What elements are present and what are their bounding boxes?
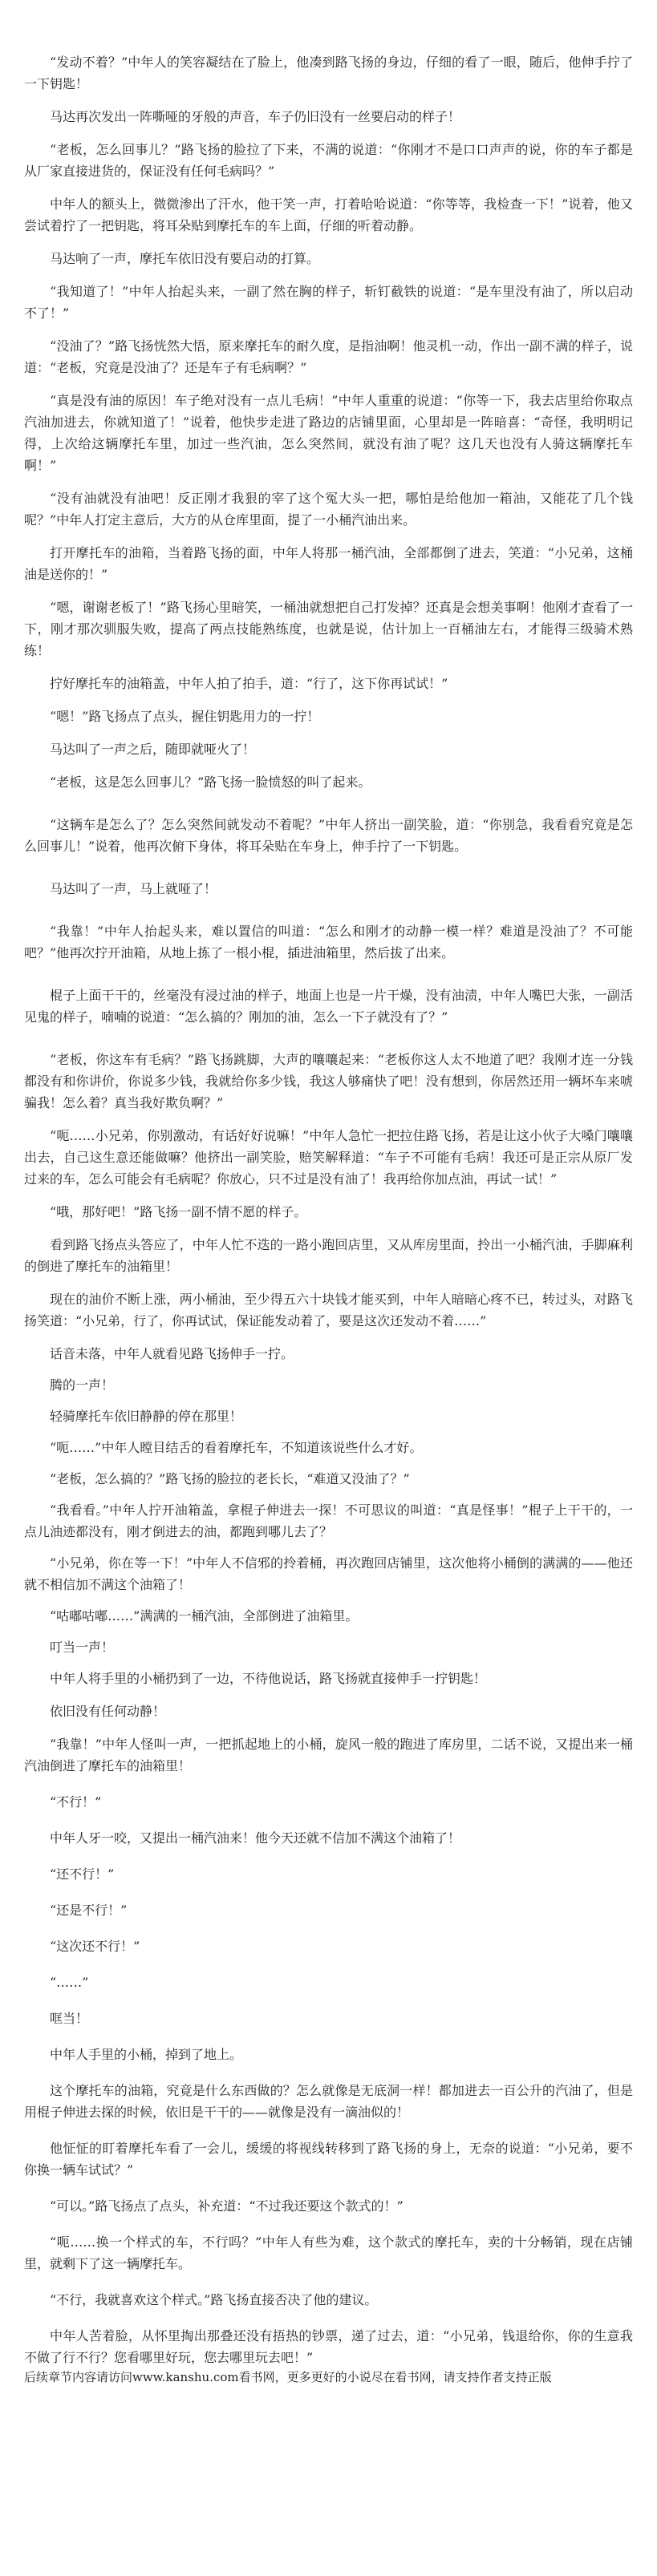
paragraph: 话音未落，中年人就看见路飞扬伸手一拧。: [50, 1346, 294, 1361]
paragraph: “这辆车是怎么了？怎么突然间就发动不着呢？”中年人挤出一副笑脸，道：“你别急，我看看究竟是怎么回事儿！”说着，他再次俯下身体，将耳朵贴在车身上，伸手拧了一下钥匙。: [24, 817, 633, 854]
paragraph: 马达响了一声，摩托车依旧没有要启动的打算。: [50, 251, 320, 266]
paragraph: “咕嘟咕嘟……”满满的一桶汽油，全部倒进了油箱里。: [50, 1608, 359, 1624]
paragraph: “真是没有油的原因！车子绝对没有一点儿毛病！”中年人重重的说道：“你等一下，我去店里给你取点汽油加进去，你就知道了！”说着，他快步走进了路边的店铺里面，心里却是一阵暗喜：“奇怪，我明明记得，上次给这辆摩托车里，加过一些汽油，怎么突然间，就没有油了呢？这几天也没有人骑这辆摩托车啊！”: [24, 393, 633, 473]
footer-notice: 后续章节内容请访问www.kanshu.com看书网，更多更好的小说尽在看书网，请支持作者支持正版: [24, 2370, 552, 2384]
paragraph: “呃……小兄弟，你别激动，有话好好说嘛！”中年人急忙一把拉住路飞扬，若是让这小伙子大嗓门嚷嚷出去，自己这生意还能做嘛？他挤出一副笑脸，赔笑解释道：“车子不可能有毛病！我还可是正宗从原厂发过来的车，怎么可能会有毛病呢？你放心，只不过是没有油了！我再给你加点油，再试一试！”: [24, 1128, 633, 1187]
paragraph: “还不行！”: [50, 1866, 115, 1882]
paragraph: 拧好摩托车的油箱盖，中年人拍了拍手，道：“行了，这下你再试试！”: [50, 676, 448, 691]
paragraph: “我靠！”中年人怪叫一声，一把抓起地上的小桶，旋风一般的跑进了库房里，二话不说，又提出来一桶汽油倒进了摩托车的油箱里！: [24, 1737, 633, 1773]
paragraph: “嗯，谢谢老板了！”路飞扬心里暗笑，一桶油就想把自己打发掉？还真是会想美事啊！他刚才查看了一下，刚才那次驯服失败，提高了两点技能熟练度，也就是说，估计加上一百桶油左右，才能得三级骑术熟练！: [24, 600, 633, 658]
paragraph: “嗯！”路飞扬点了点头，握住钥匙用力的一拧！: [50, 709, 320, 724]
paragraph: “小兄弟，你在等一下！”中年人不信邪的拎着桶，再次跑回店铺里，这次他将小桶倒的满满的——他还就不相信加不满这个油箱了！: [24, 1555, 633, 1592]
paragraph: 马达叫了一声，马上就哑了！: [50, 881, 217, 896]
paragraph: “老板，怎么回事儿？”路飞扬的脸拉了下来，不满的说道：“你刚才不是口口声声的说，你的车子都是从厂家直接进货的，保证没有任何毛病吗？”: [24, 142, 633, 179]
paragraph: “……”: [50, 1975, 89, 1990]
paragraph: 叮当一声！: [50, 1640, 115, 1655]
paragraph: “呃……换一个样式的车，不行吗？”中年人有些为难，这个款式的摩托车，卖的十分畅销，现在店铺里，就剩下了这一辆摩托车。: [24, 2234, 633, 2271]
paragraph: 棍子上面干干的，丝毫没有浸过油的样子，地面上也是一片干燥，没有油渍，中年人嘴巴大张，一副活见鬼的样子，喃喃的说道：“怎么搞的？刚加的油，怎么一下子就没有了？”: [24, 988, 633, 1025]
paragraph: “呃……”中年人瞠目结舌的看着摩托车，不知道该说些什么才好。: [50, 1440, 423, 1455]
paragraph: “老板，怎么搞的？”路飞扬的脸拉的老长长，“难道又没油了？”: [50, 1471, 410, 1486]
paragraph: “发动不着？”中年人的笑容凝结在了脸上，他凑到路飞扬的身边，仔细的看了一眼，随后，他伸手拧了一下钥匙！: [24, 55, 633, 91]
paragraph: “可以。”路飞扬点了点头，补充道：“不过我还要这个款式的！”: [50, 2198, 404, 2214]
paragraph: 马达叫了一声之后，随即就哑火了！: [50, 742, 256, 757]
paragraph: “没油了？”路飞扬恍然大悟，原来摩托车的耐久度，是指油啊！他灵机一动，作出一副不满的样子，说道：“老板，究竟是没油了？还是车子有毛病啊？”: [24, 338, 633, 375]
paragraph: 中年人手里的小桶，掉到了地上。: [50, 2047, 243, 2062]
paragraph: 中年人牙一咬，又提出一桶汽油来！他今天还就不信加不满这个油箱了！: [50, 1830, 461, 1846]
paragraph: 哐当！: [50, 2011, 89, 2026]
paragraph: “哦，那好吧！”路飞扬一副不情不愿的样子。: [50, 1204, 307, 1219]
paragraph: 看到路飞扬点头答应了，中年人忙不迭的一路小跑回店里，又从库房里面，拎出一小桶汽油，手脚麻利的倒进了摩托车的油箱里！: [24, 1237, 633, 1274]
paragraph: “我知道了！”中年人抬起头来，一副了然在胸的样子，斩钉截铁的说道：“是车里没有油了，所以启动不了！”: [24, 284, 633, 321]
paragraph: 中年人的额头上，微微渗出了汗水，他干笑一声，打着哈哈说道：“你等等，我检查一下！”说着，他又尝试着拧了一把钥匙，将耳朵贴到摩托车的车上面，仔细的听着动静。: [24, 196, 633, 233]
paragraph: 轻骑摩托车依旧静静的停在那里！: [50, 1409, 243, 1424]
paragraph: “还是不行！”: [50, 1903, 128, 1918]
paragraph: “老板，这是怎么回事儿？”路飞扬一脸愤怒的叫了起来。: [50, 774, 371, 790]
paragraph: 腾的一声！: [50, 1377, 115, 1393]
paragraph: 中年人将手里的小桶扔到了一边，不待他说话，路飞扬就直接伸手一拧钥匙！: [50, 1671, 487, 1686]
paragraph: “老板，你这车有毛病？”路飞扬跳脚，大声的嚷嚷起来：“老板你这人太不地道了吧？我刚才连一分钱都没有和你讲价，你说多少钱，我就给你多少钱，我这人够痛快了吧！没有想到，你居然还用一辆坏车来唬骗我！怎么着？真当我好欺负啊？”: [24, 1052, 633, 1110]
paragraph: “这次还不行！”: [50, 1939, 140, 1954]
paragraph: “不行！”: [50, 1794, 102, 1810]
article-body: [24, 51, 633, 2368]
paragraph: “不行，我就喜欢这个样式。”路飞扬直接否决了他的建议。: [50, 2292, 378, 2307]
paragraph: “没有油就没有油吧！反正刚才我狠的宰了这个冤大头一把，哪怕是给他加一箱油，又能花了几个钱呢？”中年人打定主意后，大方的从仓库里面，提了一小桶汽油出来。: [24, 491, 633, 528]
paragraph: “我靠！”中年人抬起头来，难以置信的叫道：“怎么和刚才的动静一模一样？难道是没油了？不可能吧？”他再次拧开油箱，从地上拣了一根小棍，插进油箱里，然后拔了出来。: [24, 924, 633, 960]
paragraph: 依旧没有任何动静！: [50, 1704, 166, 1719]
paragraph: 现在的油价不断上涨，两小桶油，至少得五六十块钱才能买到，中年人暗暗心疼不已，转过头，对路飞扬笑道：“小兄弟，行了，你再试试，保证能发动着了，要是这次还发动不着……”: [24, 1292, 633, 1328]
paragraph: 中年人苦着脸，从怀里掏出那叠还没有捂热的钞票，递了过去，道：“小兄弟，钱退给你，你的生意我不做了行不行？您看哪里好玩，您去哪里玩去吧！”: [24, 2328, 633, 2365]
paragraph: 他怔怔的盯着摩托车看了一会儿，缓缓的将视线转移到了路飞扬的身上，无奈的说道：“小兄弟，要不你换一辆车试试？”: [24, 2141, 633, 2178]
paragraph: 马达再次发出一阵嘶哑的牙般的声音，车子仍旧没有一丝要启动的样子！: [50, 109, 461, 124]
paragraph: 这个摩托车的油箱，究竟是什么东西做的？怎么就像是无底洞一样！都加进去一百公升的汽油了，但是用棍子伸进去探的时候，依旧是干干的——就像是没有一滴油似的！: [24, 2083, 633, 2120]
paragraph: “我看看。”中年人拧开油箱盖，拿棍子伸进去一探！不可思议的叫道：“真是怪事！”棍子上干干的，一点儿油迹都没有，刚才倒进去的油，都跑到哪儿去了？: [24, 1502, 633, 1539]
paragraph: 打开摩托车的油箱，当着路飞扬的面，中年人将那一桶汽油，全部都倒了进去，笑道：“小兄弟，这桶油是送你的！”: [24, 545, 633, 582]
